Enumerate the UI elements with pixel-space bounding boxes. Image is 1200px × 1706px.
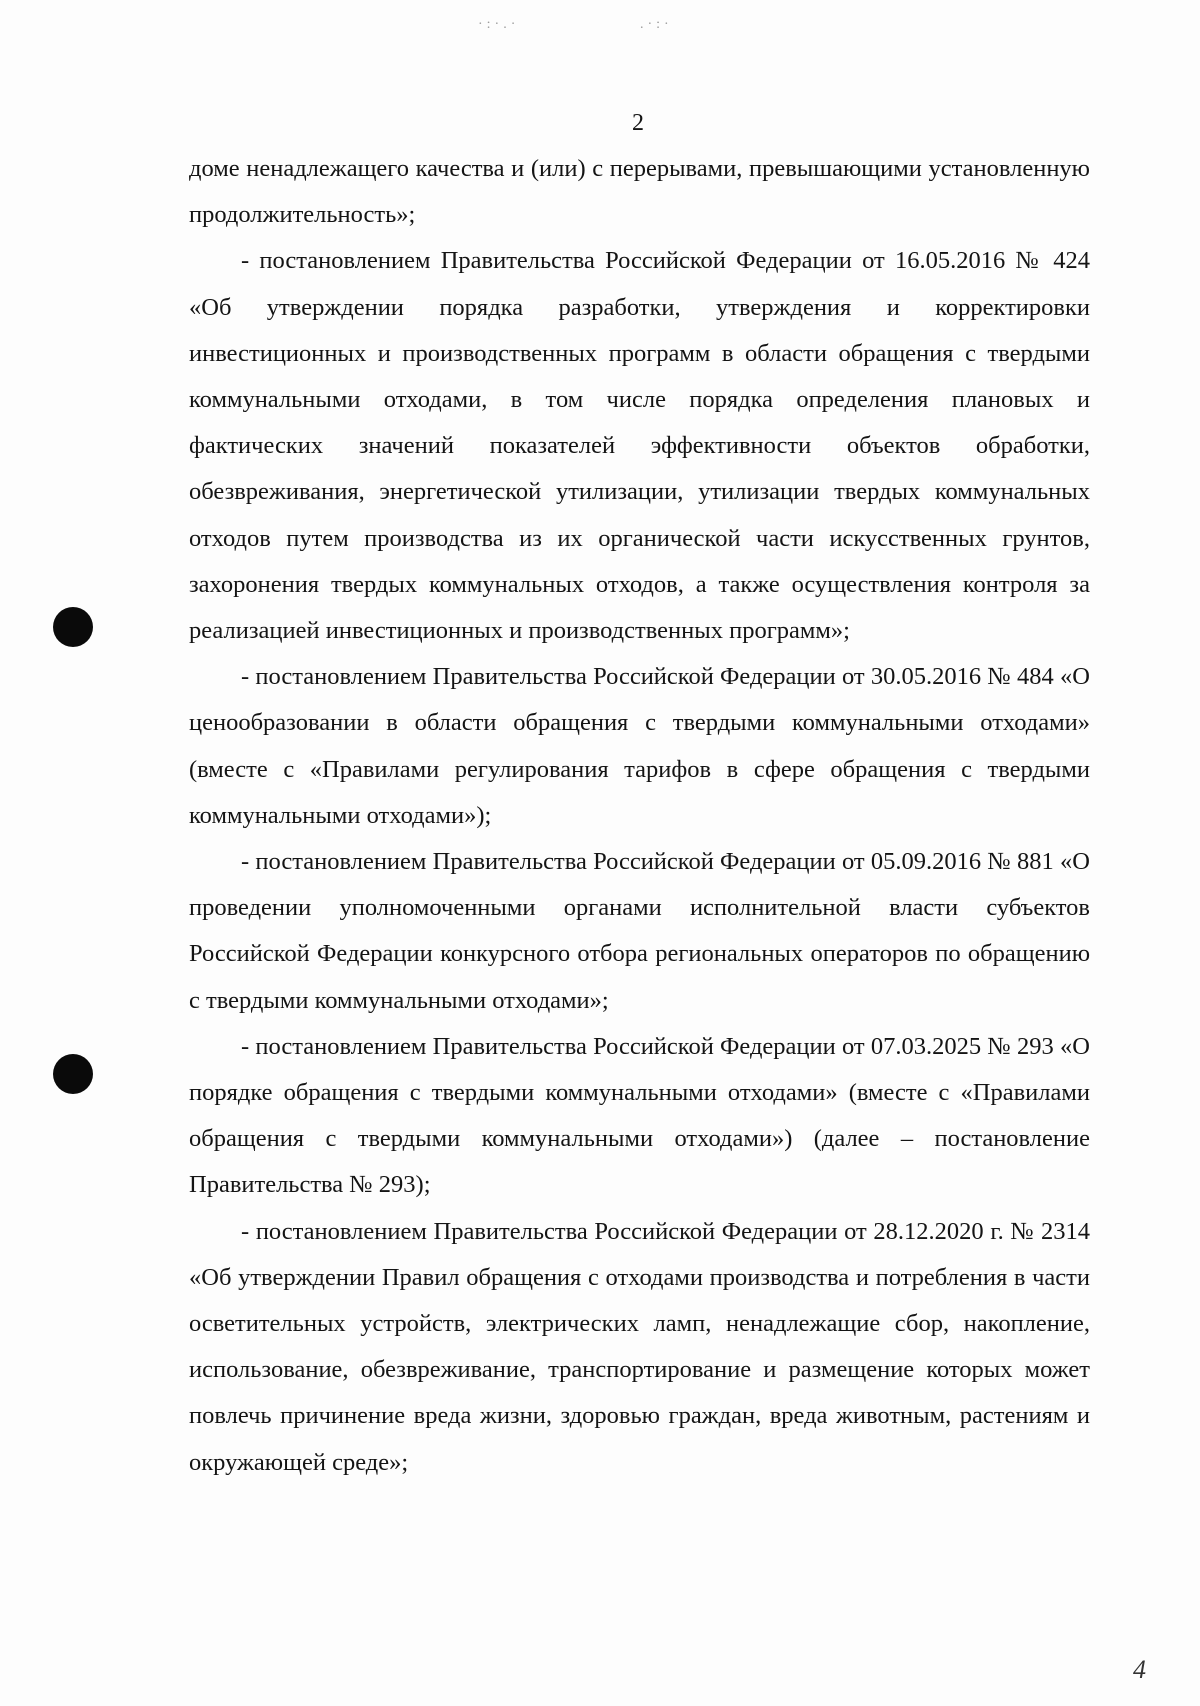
- scan-noise: ·:·.·: [478, 17, 520, 32]
- paragraph-decree-484: - постановлением Правительства Российской Федерации от 30.05.2016 № 484 «О ценообразовании в области обращения с твердыми коммунальными отходами» (вместе с «Правилами регулирования тарифов в сфере обращения с твердыми коммунальными отходами»);: [189, 663, 1090, 829]
- document-body: [189, 146, 1090, 1486]
- paragraph-decree-2314: - постановлением Правительства Российской Федерации от 28.12.2020 г. № 2314 «Об утверждении Правил обращения с отходами производства и потребления в части осветительных устройств, электрических ламп, ненадлежащие сбор, накопление, использование, обезвреживание, транспортирование и размещение которых может повлечь причинение вреда жизни, здоровью граждан, вреда животным, растениям и окружающей среде»;: [189, 1217, 1090, 1476]
- handwritten-page-mark: 4: [1133, 1655, 1146, 1684]
- paragraph-decree-424: - постановлением Правительства Российской Федерации от 16.05.2016 № 424 «Об утверждении порядка разработки, утверждения и корректировки инвестиционных и производственных программ в области обращения с твердыми коммунальными отходами, в том числе порядка определения плановых и фактических значений показателей эффективности объектов обработки, обезвреживания, энергетической утилизации, утилизации твердых коммунальных отходов путем производства из их органической части искусственных грунтов, захоронения твердых коммунальных отходов, а также осуществления контроля за реализацией инвестиционных и производственных программ»;: [189, 247, 1090, 645]
- punch-hole: [53, 1054, 93, 1094]
- paragraph-decree-881: - постановлением Правительства Российской Федерации от 05.09.2016 № 881 «О проведении уполномоченными органами исполнительной власти субъектов Российской Федерации конкурсного отбора региональных операторов по обращению с твердыми коммунальными отходами»;: [189, 848, 1090, 1014]
- page-number: 2: [632, 110, 644, 136]
- punch-hole: [53, 607, 93, 647]
- paragraph-decree-293: - постановлением Правительства Российской Федерации от 07.03.2025 № 293 «О порядке обращения с твердыми коммунальными отходами» (вместе с «Правилами обращения с твердыми коммунальными отходами») (далее – постановление Правительства № 293);: [189, 1032, 1090, 1199]
- scan-noise: .·:·: [640, 17, 673, 32]
- paragraph-continuation: доме ненадлежащего качества и (или) с перерывами, превышающими установленную продолжительность»;: [189, 155, 1090, 229]
